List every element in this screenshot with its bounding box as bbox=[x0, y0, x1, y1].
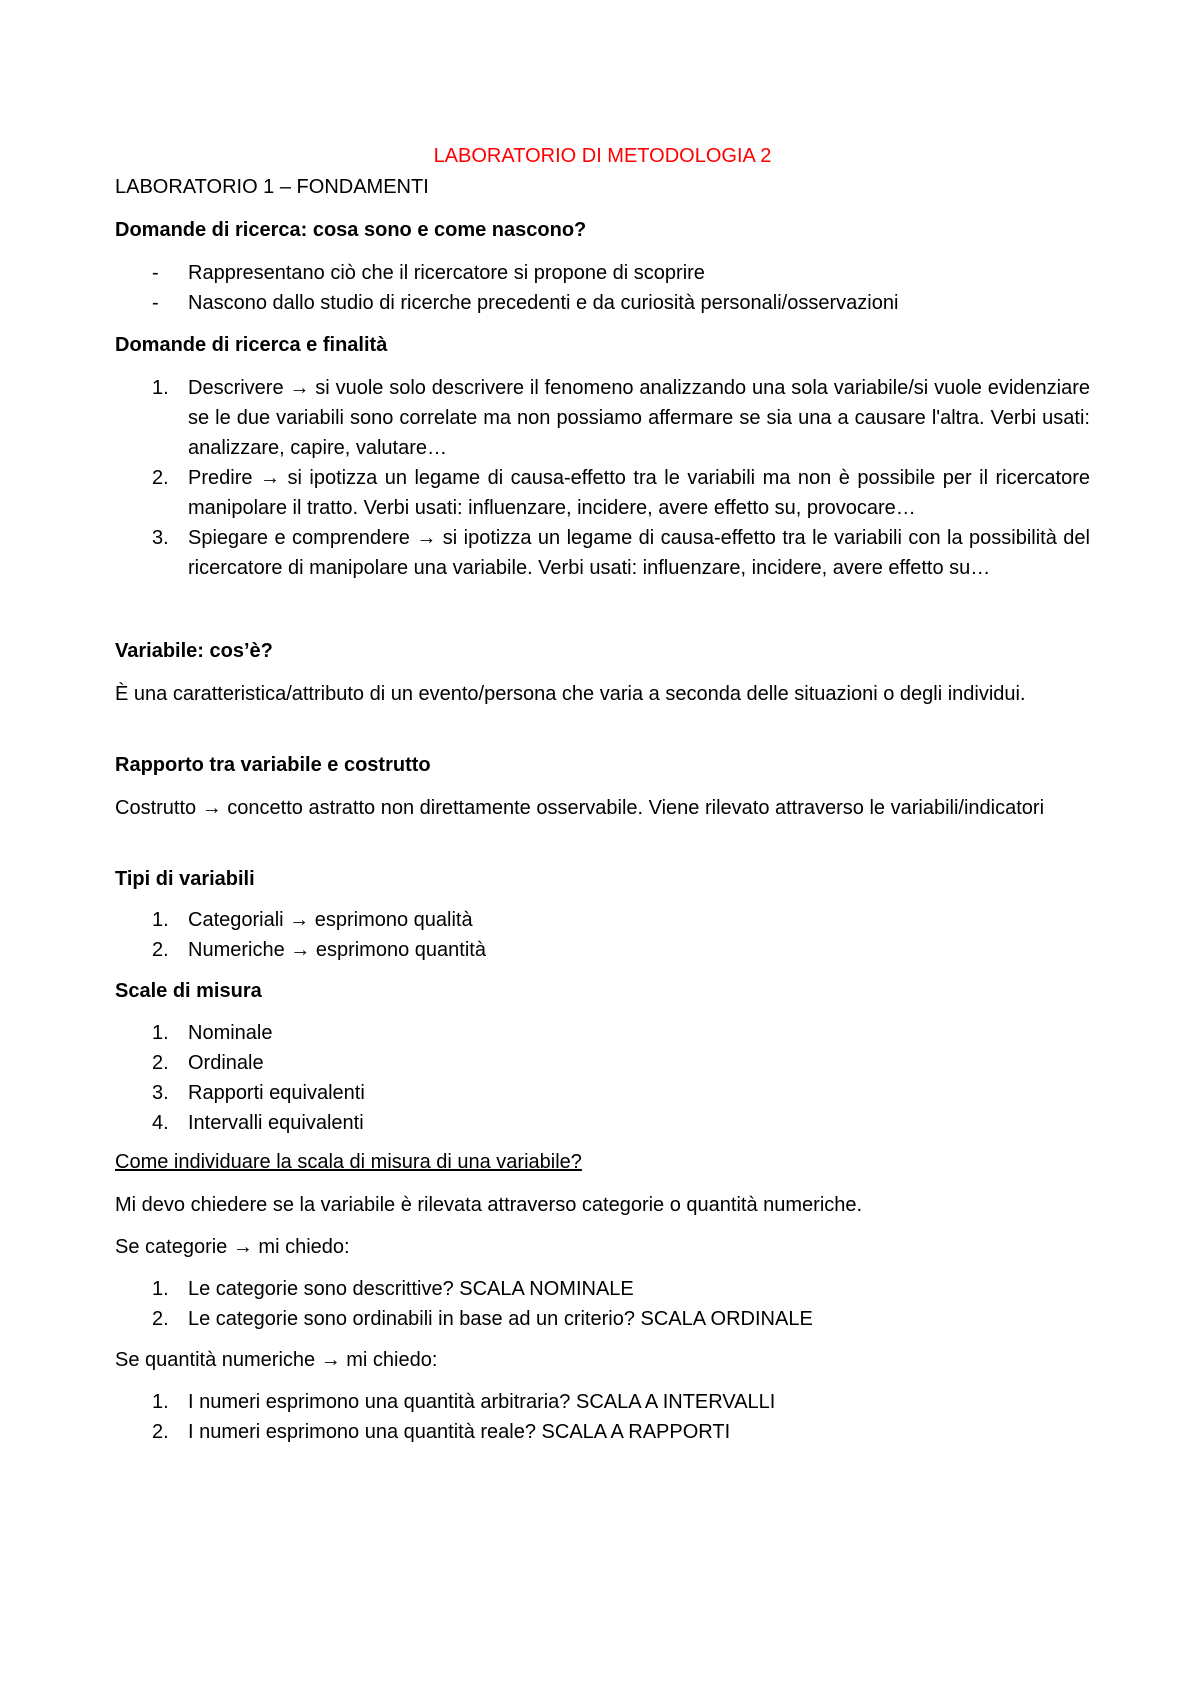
list-item: 1. Categoriali → esprimono qualità bbox=[152, 909, 473, 931]
heading-scale-misura: Scale di misura bbox=[115, 980, 262, 1002]
arrow-icon: → bbox=[201, 797, 222, 819]
bullet-list-domande bbox=[115, 258, 1090, 318]
arrow-icon: → bbox=[290, 939, 311, 961]
heading-rapporto: Rapporto tra variabile e costrutto bbox=[115, 754, 431, 776]
list-quantita bbox=[115, 1387, 1090, 1447]
heading-finalita: Domande di ricerca e finalità bbox=[115, 334, 388, 356]
list-item: 1. Descrivere → si vuole solo descrivere il fenomeno analizzando una sola variabile/si vuole evidenziare se le due variabili sono correlate ma non possiamo affermare se sia una a causare l'altra. Verbi usati: analizzare, capire, valutare… bbox=[152, 377, 1091, 459]
arrow-icon: → bbox=[320, 1349, 341, 1371]
paragraph-variabile: È una caratteristica/attributo di un evento/persona che varia a seconda delle situazioni o degli individui. bbox=[115, 683, 1026, 705]
list-tipi-variabili bbox=[115, 905, 1090, 965]
list-item: 1. I numeri esprimono una quantità arbitraria? SCALA A INTERVALLI bbox=[152, 1391, 776, 1413]
list-finalita bbox=[115, 373, 1090, 583]
lead-se-categorie: Se categorie → mi chiedo: bbox=[115, 1236, 350, 1258]
list-item: 3. Rapporti equivalenti bbox=[152, 1082, 365, 1104]
arrow-icon: → bbox=[289, 377, 310, 399]
paragraph-intro-scala: Mi devo chiedere se la variabile è rilevata attraverso categorie o quantità numeriche. bbox=[115, 1194, 863, 1216]
list-item: 2. Le categorie sono ordinabili in base ad un criterio? SCALA ORDINALE bbox=[152, 1308, 813, 1330]
arrow-icon: → bbox=[416, 527, 437, 549]
lead-se-quantita: Se quantità numeriche → mi chiedo: bbox=[115, 1349, 438, 1371]
list-item: 4. Intervalli equivalenti bbox=[152, 1112, 364, 1134]
list-item: 2. Predire → si ipotizza un legame di causa-effetto tra le variabili ma non è possibile per il ricercatore manipolare il tratto. Verbi usati: influenzare, incidere, avere effetto su, provocare… bbox=[152, 467, 1090, 519]
dash-marker: - bbox=[152, 262, 159, 284]
list-item: 1. Le categorie sono descrittive? SCALA NOMINALE bbox=[152, 1278, 634, 1300]
list-item: 1. Nominale bbox=[152, 1022, 273, 1044]
document-title: LABORATORIO DI METODOLOGIA 2 bbox=[433, 145, 772, 167]
list-item: 2. Numeriche → esprimono quantità bbox=[152, 939, 486, 961]
list-item: 2. Ordinale bbox=[152, 1052, 264, 1074]
heading-variabile: Variabile: cos’è? bbox=[115, 640, 273, 662]
list-item: - Nascono dallo studio di ricerche precedenti e da curiosità personali/osservazioni bbox=[115, 288, 1090, 318]
underlined-heading-scala: Come individuare la scala di misura di una variabile? bbox=[115, 1151, 582, 1173]
arrow-icon: → bbox=[259, 467, 280, 489]
arrow-icon: → bbox=[289, 909, 310, 931]
list-categorie bbox=[115, 1274, 1090, 1334]
heading-tipi-variabili: Tipi di variabili bbox=[115, 868, 255, 890]
paragraph-costrutto: Costrutto → concetto astratto non direttamente osservabile. Viene rilevato attraverso le variabili/indicatori bbox=[115, 797, 1045, 819]
list-item: - Rappresentano ciò che il ricercatore si propone di scoprire bbox=[115, 258, 1090, 288]
arrow-icon: → bbox=[232, 1236, 253, 1258]
heading-domande-ricerca: Domande di ricerca: cosa sono e come nascono? bbox=[115, 219, 587, 241]
list-item: 3. Spiegare e comprendere → si ipotizza un legame di causa-effetto tra le variabili con la possibilità del ricercatore di manipolare una variabile. Verbi usati: influenzare, incidere, avere effetto su… bbox=[152, 527, 1090, 579]
dash-marker: - bbox=[152, 292, 159, 314]
section-heading: LABORATORIO 1 – FONDAMENTI bbox=[115, 176, 429, 198]
list-scale-misura bbox=[115, 1018, 1090, 1138]
list-item: 2. I numeri esprimono una quantità reale? SCALA A RAPPORTI bbox=[152, 1421, 731, 1443]
